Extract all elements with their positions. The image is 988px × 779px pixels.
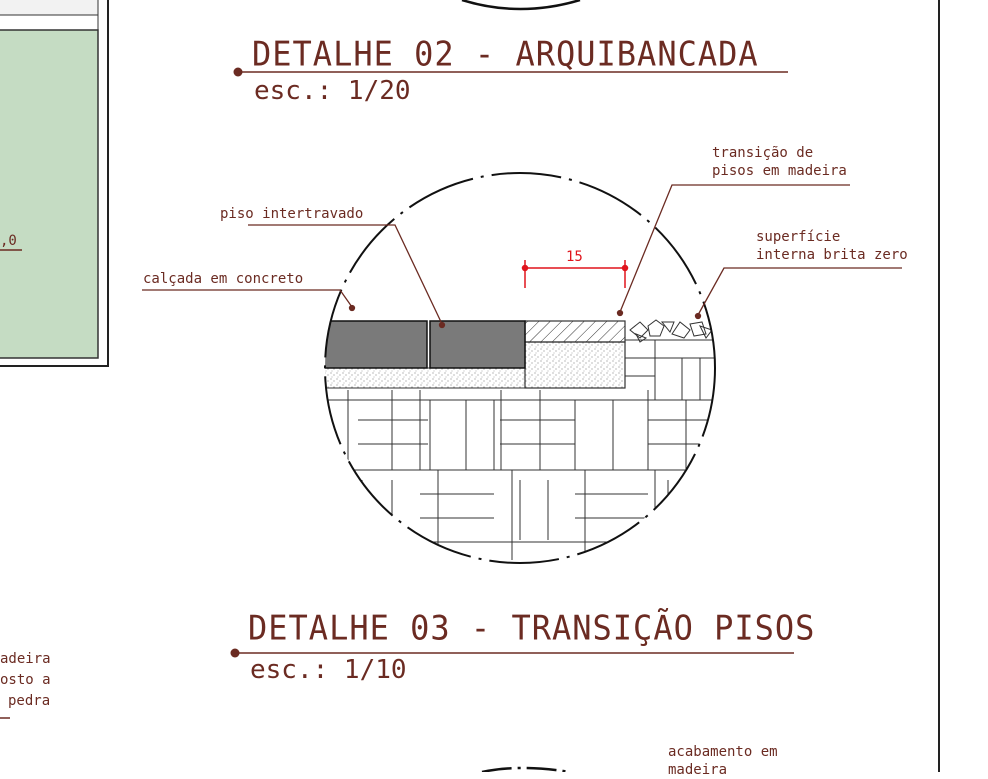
bottom-note [668,743,778,779]
annotation-piso: piso intertravado [220,206,364,222]
next-detail-circle [482,768,570,772]
left-panel [0,0,108,366]
annotation-transicao-line1: transição de [712,145,814,161]
annotation-superficie-line2: interna brita zero [756,247,908,264]
annotation-calcada: calçada em concreto [143,271,304,287]
bottom-note-line2: madeira [668,762,728,779]
left-note-line1: adeira [0,651,51,667]
left-panel-value: ,0 [0,233,17,249]
previous-detail-circle [462,0,580,9]
bottom-note-line1: acabamento em [668,744,778,760]
annotation-transicao [712,144,847,180]
left-note-line2: osto a [0,672,51,689]
detail02-title: DETALHE 02 - ARQUIBANCADA [252,34,759,74]
annotation-superficie-line1: superfície [756,229,841,245]
annotation-superficie [756,228,908,264]
detail02-scale: esc.: 1/20 [254,76,411,106]
annotation-transicao-line2: pisos em madeira [712,163,847,180]
left-panel-note [0,650,51,711]
dimension-label: 15 [566,249,583,265]
detail03-title: DETALHE 03 - TRANSIÇÃO PISOS [248,608,816,648]
detail03-scale: esc.: 1/10 [250,655,407,685]
left-note-line3: pedra [8,693,51,710]
sheet-border [938,0,940,772]
detail-section [320,320,720,568]
